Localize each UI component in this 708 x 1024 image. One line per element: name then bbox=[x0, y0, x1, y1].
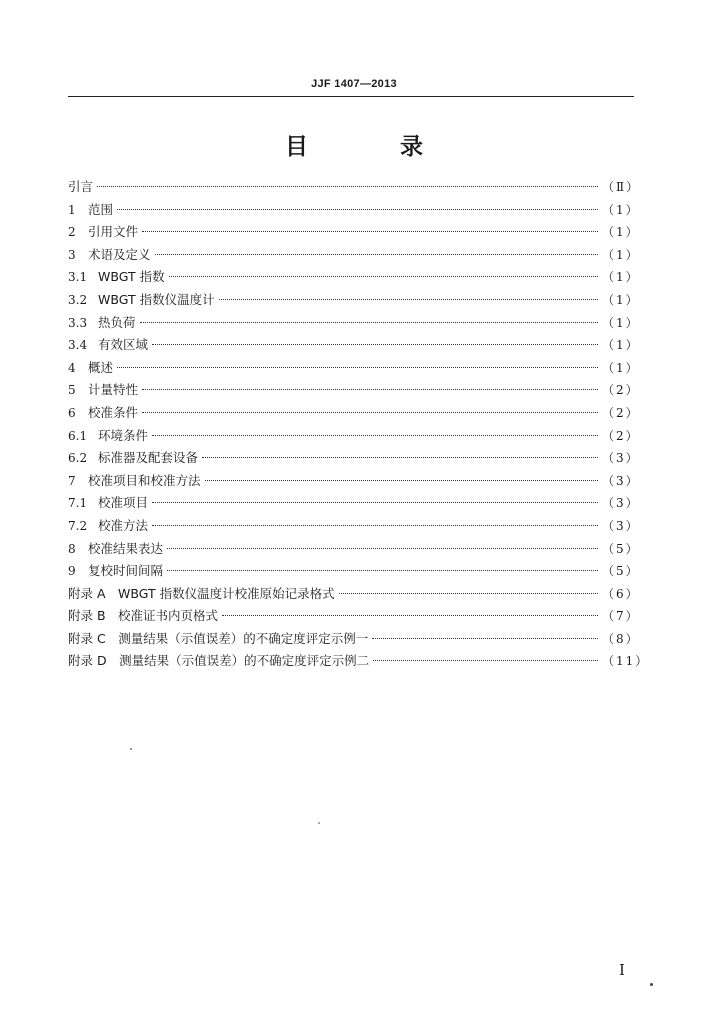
toc-dot-leader bbox=[372, 638, 598, 639]
toc-entry bbox=[68, 245, 640, 268]
toc-entry-number: 8 bbox=[68, 541, 76, 556]
toc-dot-leader bbox=[222, 615, 598, 616]
toc-entry-label: 环境条件 bbox=[98, 427, 149, 443]
toc-dot-leader bbox=[142, 412, 598, 413]
toc-entry-page: （5） bbox=[602, 541, 640, 556]
toc-entry-page: （3） bbox=[602, 473, 640, 488]
toc-entry-page: （1） bbox=[602, 225, 640, 240]
toc-entry-number: 6.2 bbox=[68, 451, 88, 466]
toc-entry-number: 5 bbox=[68, 383, 76, 398]
toc-entry-label: 校准方法 bbox=[98, 517, 149, 533]
toc-entry-page: （1） bbox=[602, 338, 640, 353]
toc-entry-number: 3.1 bbox=[68, 270, 88, 285]
header-rule bbox=[68, 96, 634, 97]
toc-entry bbox=[68, 539, 640, 562]
toc-entry-label: 附录 C 测量结果（示值误差）的不确定度评定示例一 bbox=[68, 630, 369, 646]
toc-entry-number: 4 bbox=[68, 360, 76, 375]
toc-entry bbox=[68, 493, 640, 516]
toc-entry-page: （7） bbox=[602, 609, 640, 624]
toc-entry-page: （8） bbox=[602, 631, 640, 646]
toc-entry-number: 7.2 bbox=[68, 518, 88, 533]
toc-entry-label: 校准条件 bbox=[88, 404, 139, 420]
toc-dot-leader bbox=[219, 299, 598, 300]
toc-entry bbox=[68, 380, 640, 403]
toc-entry-number: 7.1 bbox=[68, 496, 88, 511]
toc-entry-label: 热负荷 bbox=[98, 314, 136, 330]
toc-entry-page: （3） bbox=[602, 496, 640, 511]
toc-dot-leader bbox=[152, 502, 598, 503]
toc-entry bbox=[68, 516, 640, 539]
toc-entry-label: WBGT 指数 bbox=[98, 269, 165, 285]
toc-entry-number: 3 bbox=[68, 247, 76, 262]
page-title: 目 录 bbox=[284, 134, 465, 160]
toc-entry-page: （3） bbox=[602, 518, 640, 533]
toc-dot-leader bbox=[142, 389, 598, 390]
toc-entry-number: 9 bbox=[68, 564, 76, 579]
toc-dot-leader bbox=[339, 593, 598, 594]
toc-entry-page: （11） bbox=[602, 654, 650, 669]
toc-entry-label: 概述 bbox=[88, 359, 114, 375]
toc-entry-number: 1 bbox=[68, 202, 76, 217]
toc-dot-leader bbox=[155, 254, 598, 255]
page-number: I bbox=[619, 961, 625, 979]
toc-dot-leader bbox=[152, 344, 598, 345]
toc-entry bbox=[68, 426, 640, 449]
toc-dot-leader bbox=[202, 457, 598, 458]
toc-dot-leader bbox=[117, 209, 598, 210]
toc-entry bbox=[68, 267, 640, 290]
toc-entry-page: （1） bbox=[602, 360, 640, 375]
toc-entry-page: （3） bbox=[602, 451, 640, 466]
toc-entry-page: （5） bbox=[602, 564, 640, 579]
toc-entry-label: 校准项目 bbox=[98, 495, 149, 511]
toc-entry-page: （6） bbox=[602, 586, 640, 601]
toc-entry-page: （1） bbox=[602, 315, 640, 330]
toc-dot-leader bbox=[152, 525, 598, 526]
toc-entry bbox=[68, 448, 640, 471]
toc-entry-label: 引言 bbox=[68, 179, 94, 194]
toc-entry-page: （Ⅱ） bbox=[602, 180, 641, 194]
toc-entry-label: 校准结果表达 bbox=[88, 540, 164, 556]
toc-entry bbox=[68, 290, 640, 313]
toc-dot-leader bbox=[205, 480, 598, 481]
table-of-contents bbox=[68, 177, 650, 674]
toc-dot-leader bbox=[140, 322, 598, 323]
toc-dot-leader bbox=[167, 548, 598, 549]
toc-entry-number: 7 bbox=[68, 473, 76, 488]
toc-entry bbox=[68, 313, 640, 336]
toc-entry-label: 附录 B 校准证书内页格式 bbox=[68, 608, 219, 624]
toc-dot-leader bbox=[167, 570, 598, 571]
toc-entry bbox=[68, 222, 640, 245]
scan-speck bbox=[318, 822, 320, 824]
toc-dot-leader bbox=[169, 276, 598, 277]
toc-entry-page: （2） bbox=[602, 405, 640, 420]
toc-entry-page: （2） bbox=[602, 383, 640, 398]
toc-entry bbox=[68, 561, 640, 584]
toc-entry-number: 3.2 bbox=[68, 292, 88, 307]
toc-entry-page: （1） bbox=[602, 202, 640, 217]
toc-entry-number: 3.4 bbox=[68, 338, 88, 353]
toc-entry-label: 附录 D 测量结果（示值误差）的不确定度评定示例二 bbox=[68, 653, 370, 669]
toc-entry-label: 复校时间间隔 bbox=[88, 563, 164, 579]
toc-entry-number: 6 bbox=[68, 405, 76, 420]
toc-dot-leader bbox=[373, 660, 598, 661]
toc-entry bbox=[68, 358, 640, 381]
toc-entry-label: 范围 bbox=[88, 201, 114, 217]
toc-entry-label: 附录 A WBGT 指数仪温度计校准原始记录格式 bbox=[68, 585, 335, 601]
scan-speck bbox=[650, 983, 653, 986]
toc-entry-label: 校准项目和校准方法 bbox=[88, 472, 201, 488]
toc-entry-page: （1） bbox=[602, 270, 640, 285]
toc-entry bbox=[68, 335, 640, 358]
toc-entry bbox=[68, 606, 640, 629]
toc-entry bbox=[68, 177, 641, 200]
toc-entry-number: 2 bbox=[68, 225, 76, 240]
toc-entry-number: 6.1 bbox=[68, 428, 88, 443]
toc-entry bbox=[68, 471, 640, 494]
toc-entry bbox=[68, 200, 640, 223]
toc-entry-label: WBGT 指数仪温度计 bbox=[98, 291, 215, 307]
toc-dot-leader bbox=[152, 435, 598, 436]
toc-entry bbox=[68, 403, 640, 426]
toc-entry-page: （1） bbox=[602, 247, 640, 262]
toc-dot-leader bbox=[97, 186, 598, 187]
toc-entry-label: 术语及定义 bbox=[88, 246, 151, 262]
toc-entry-label: 标准器及配套设备 bbox=[98, 450, 199, 466]
toc-entry-label: 有效区域 bbox=[98, 337, 149, 353]
toc-entry-label: 计量特性 bbox=[88, 382, 139, 398]
standard-code-header: JJF 1407—2013 bbox=[311, 78, 397, 90]
toc-entry-page: （1） bbox=[602, 292, 640, 307]
toc-dot-leader bbox=[142, 231, 598, 232]
toc-entry-number: 3.3 bbox=[68, 315, 88, 330]
toc-entry bbox=[68, 584, 640, 607]
toc-entry bbox=[68, 629, 640, 652]
toc-dot-leader bbox=[117, 367, 598, 368]
toc-entry-page: （2） bbox=[602, 428, 640, 443]
toc-entry-label: 引用文件 bbox=[88, 224, 139, 240]
scan-speck bbox=[130, 748, 132, 750]
toc-entry bbox=[68, 651, 650, 674]
